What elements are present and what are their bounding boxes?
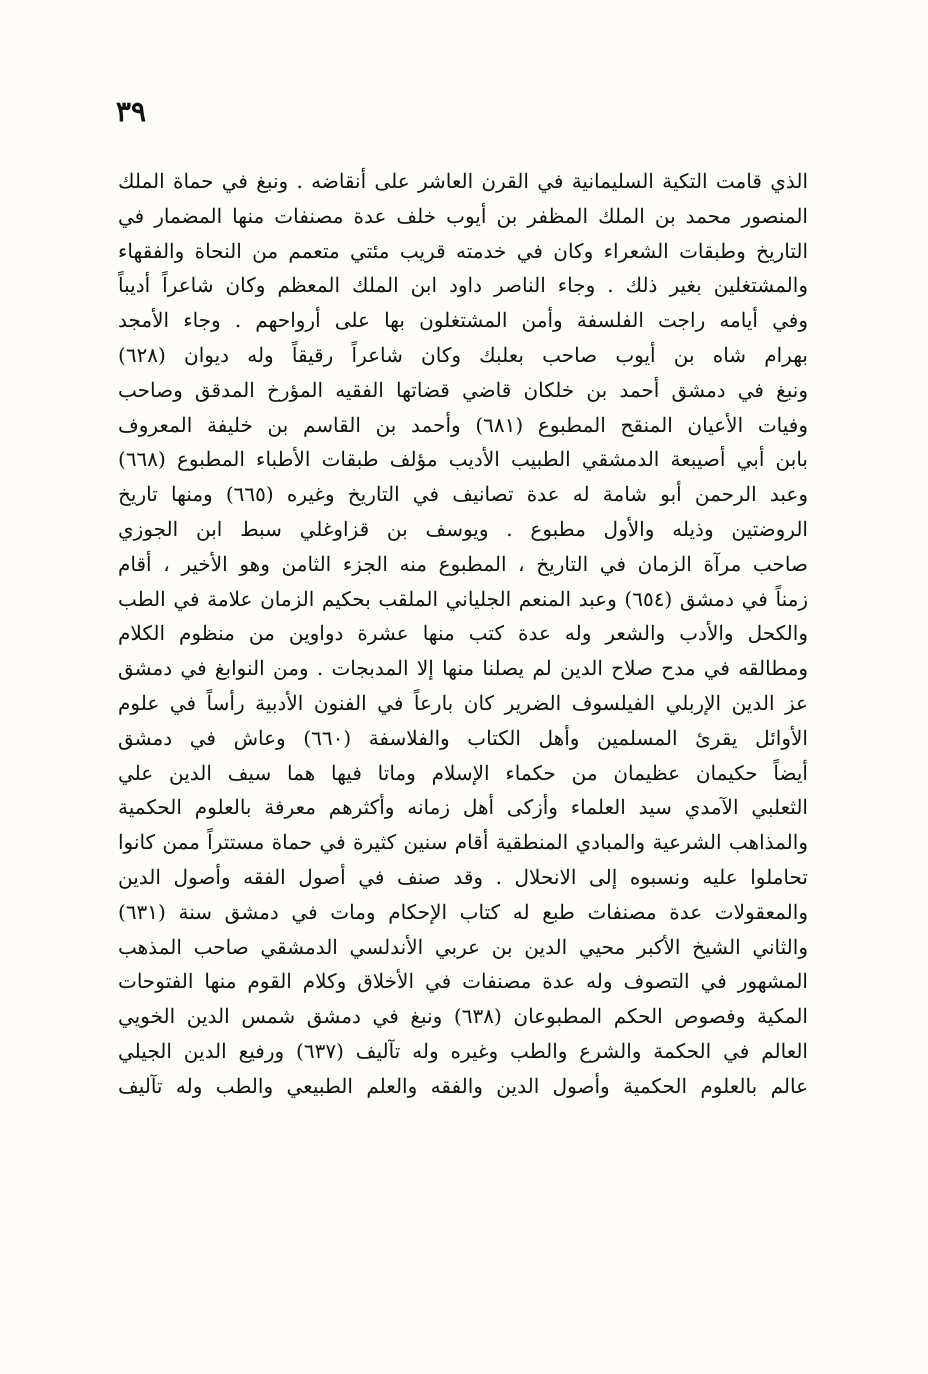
text-line: أيضاً حكيمان عظيمان من حكماء الإسلام وماتا فيها هما سيف الدين علي: [118, 760, 808, 785]
text-line: الذي قامت التكية السليمانية في القرن العاشر على أنقاضه . ونبغ في حماة الملك: [118, 169, 808, 193]
text-line: التاريخ وطبقات الشعراء وكان في خدمته قريب مئتي متعمم من النحاة والفقهاء: [118, 238, 808, 263]
text-line: صاحب مرآة الزمان في التاريخ ، المطبوع منه الجزء الثامن وهو الأخير ، أقام: [118, 551, 808, 576]
text-line: الثعلبي الآمدي سيد العلماء وأزكى أهل زمانه وأكثرهم معرفة بالعلوم الحكمية: [118, 795, 808, 820]
text-line: وفيات الأعيان المنقح المطبوع (٦٨١) وأحمد بن القاسم بن خليفة المعروف: [118, 412, 808, 437]
text-line: والمشتغلين بغير ذلك . وجاء الناصر داود ابن الملك المعظم وكان شاعراً أديباً: [118, 273, 808, 298]
body-text: [118, 164, 808, 1104]
text-line: عالم بالعلوم الحكمية وأصول الدين والفقه والعلم الطبيعي والطب وله تآليف: [118, 1073, 808, 1098]
page-number: ٣٩: [115, 95, 146, 128]
text-line: والثاني الشيخ الأكبر محيي الدين بن عربي الأندلسي الدمشقي صاحب المذهب: [118, 934, 808, 959]
text-line: بابن أبي أصيبعة الدمشقي الطبيب الأديب مؤلف طبقات الأطباء المطبوع (٦٦٨): [118, 447, 808, 472]
text-line: الروضتين وذيله والأول مطبوع . ويوسف بن قزاوغلي سبط ابن الجوزي: [118, 516, 808, 541]
text-line: ومطالقه في مدح صلاح الدين لم يصلنا منها إلا المدبجات . ومن النوابغ في دمشق: [118, 656, 808, 681]
text-line: وفي أيامه راجت الفلسفة وأمن المشتغلون بها على أرواحهم . وجاء الأمجد: [118, 308, 808, 333]
text-line: والمعقولات عدة مصنفات طبع له كتاب الإحكام ومات في دمشق سنة (٦٣١): [118, 899, 808, 924]
text-line: المكية وفصوص الحكم المطبوعان (٦٣٨) ونبغ في دمشق شمس الدين الخويي: [118, 1004, 808, 1029]
text-line: وعبد الرحمن أبو شامة له عدة تصانيف في التاريخ وغيره (٦٦٥) ومنها تاريخ: [118, 482, 808, 507]
text-line: زمناً في دمشق (٦٥٤) وعبد المنعم الجلياني الملقب بحكيم الزمان علامة في الطب: [118, 586, 808, 611]
text-line: بهرام شاه بن أيوب صاحب بعلبك وكان شاعراً رقيقاً وله ديوان (٦٢٨): [118, 342, 808, 367]
text-line: عز الدين الإربلي الفيلسوف الضرير كان بارعاً في الفنون الأدبية رأساً في علوم: [118, 690, 808, 715]
text-line: والكحل والأدب والشعر وله عدة كتب منها عشرة دواوين من منظوم الكلام: [118, 621, 808, 646]
text-line: الأوائل يقرئ المسلمين وأهل الكتاب والفلاسفة (٦٦٠) وعاش في دمشق: [118, 725, 808, 750]
text-line: والمذاهب الشرعية والمبادي المنطقية أقام سنين كثيرة في حماة مستتراً ممن كانوا: [118, 830, 808, 855]
text-line: المنصور محمد بن الملك المظفر بن أيوب خلف عدة مصنفات منها المضمار في: [118, 203, 808, 228]
text-line: ونبغ في دمشق أحمد بن خلكان قاضي قضاتها الفقيه المؤرخ المدقق وصاحب: [118, 377, 808, 402]
text-line: العالم في الحكمة والشرع والطب وغيره وله تآليف (٦٣٧) ورفيع الدين الجيلي: [118, 1038, 808, 1063]
text-line: تحاملوا عليه ونسبوه إلى الانحلال . وقد صنف في أصول الفقه وأصول الدين: [118, 864, 808, 889]
text-line: المشهور في التصوف وله عدة مصنفات في الأخلاق وكلام القوم منها الفتوحات: [118, 969, 808, 994]
